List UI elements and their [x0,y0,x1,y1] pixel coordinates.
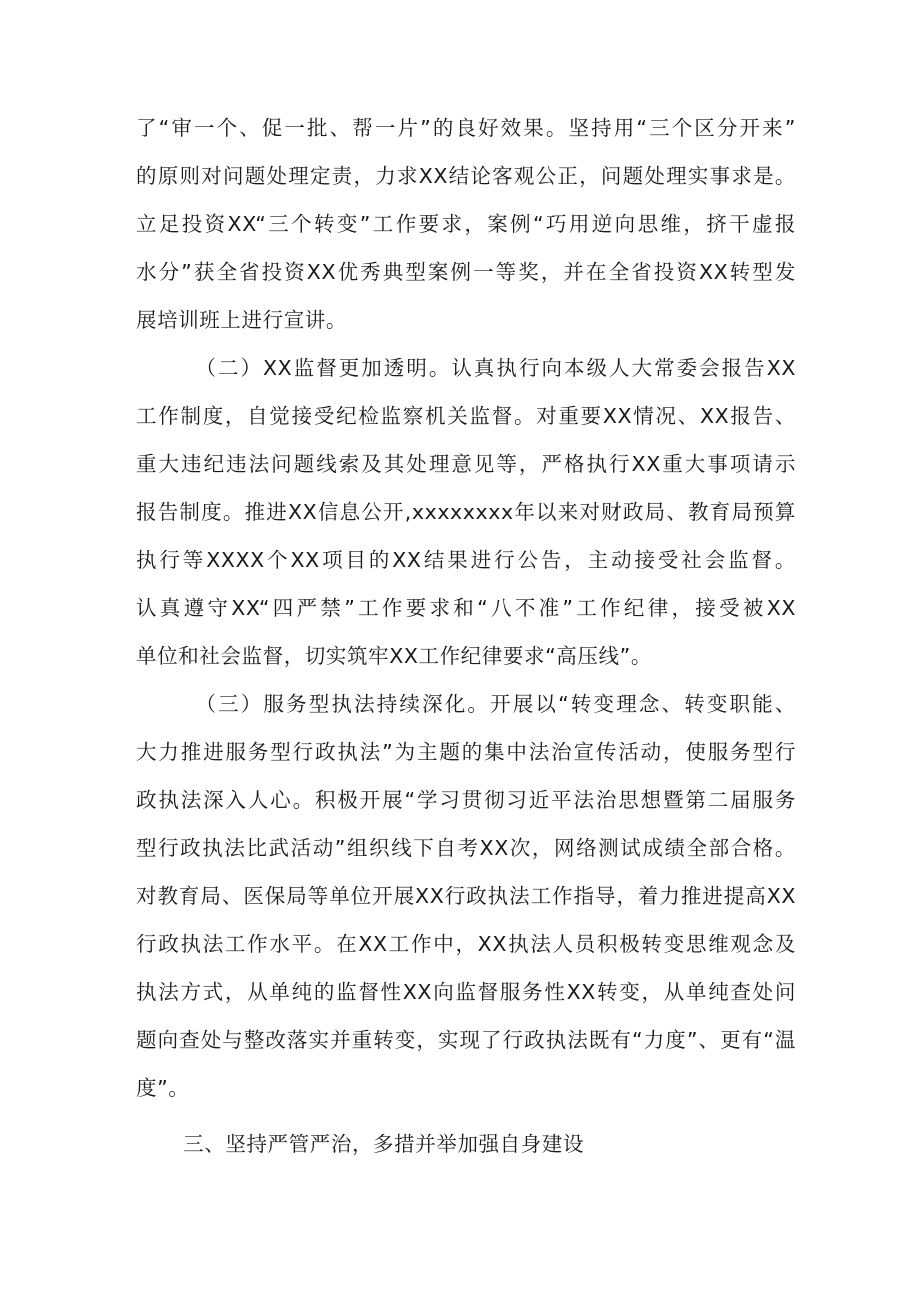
section-heading: 三、坚持严管严治，多措并举加强自身建设 [183,1132,585,1156]
paragraph-supervision-transparency [136,344,796,680]
text-line: 的原则对问题处理定责，力求XX结论客观公正，问题处理实事求是。 [136,164,796,188]
text-line: 水分”获全省投资XX优秀典型案例一等奖，并在全省投资XX转型发 [136,260,796,284]
text-line: 对教育局、医保局等单位开展XX行政执法工作指导，着力推进提高XX [136,884,796,908]
text-line: 了“审一个、促一批、帮一片”的良好效果。坚持用“三个区分开来” [136,116,796,140]
text-line: 认真遵守XX“四严禁”工作要求和“八不准”工作纪律，接受被XX [136,596,796,620]
text-line: 度”。 [136,1076,190,1100]
paragraph-service-enforcement [136,680,796,1112]
text-line: 单位和社会监督，切实筑牢XX工作纪律要求“高压线”。 [136,644,652,668]
text-line: 重大违纪违法问题线索及其处理意见等，严格执行XX重大事项请示 [136,452,796,476]
text-line: 型行政执法比武活动”组织线下自考XX次，网络测试成绩全部合格。 [136,836,796,860]
text-line: 执行等XXXX个XX项目的XX结果进行公告，主动接受社会监督。 [136,548,796,572]
text-line: （三）服务型执法持续深化。开展以“转变理念、转变职能、 [195,692,796,716]
text-line: 行政执法工作水平。在XX工作中，XX执法人员积极转变思维观念及 [136,932,796,956]
text-line: 执法方式，从单纯的监督性XX向监督服务性XX转变，从单纯查处问 [136,980,796,1004]
paragraph-review-results [136,104,796,344]
text-line: （二）XX监督更加透明。认真执行向本级人大常委会报告XX [195,356,796,380]
text-line: 题向查处与整改落实并重转变，实现了行政执法既有“力度”、更有“温 [136,1028,796,1052]
text-line: 报告制度。推进XX信息公开,xxxxxxxx年以来对财政局、教育局预算 [136,500,796,524]
text-line: 政执法深入人心。积极开展“学习贯彻习近平法治思想暨第二届服务 [136,788,796,812]
text-line: 大力推进服务型行政执法”为主题的集中法治宣传活动，使服务型行 [136,740,796,764]
text-line: 立足投资XX“三个转变”工作要求，案例“巧用逆向思维，挤干虚报 [136,212,796,236]
document-body [136,104,796,1168]
text-line: 工作制度，自觉接受纪检监察机关监督。对重要XX情况、XX报告、 [136,404,796,428]
text-line: 展培训班上进行宣讲。 [136,308,347,332]
